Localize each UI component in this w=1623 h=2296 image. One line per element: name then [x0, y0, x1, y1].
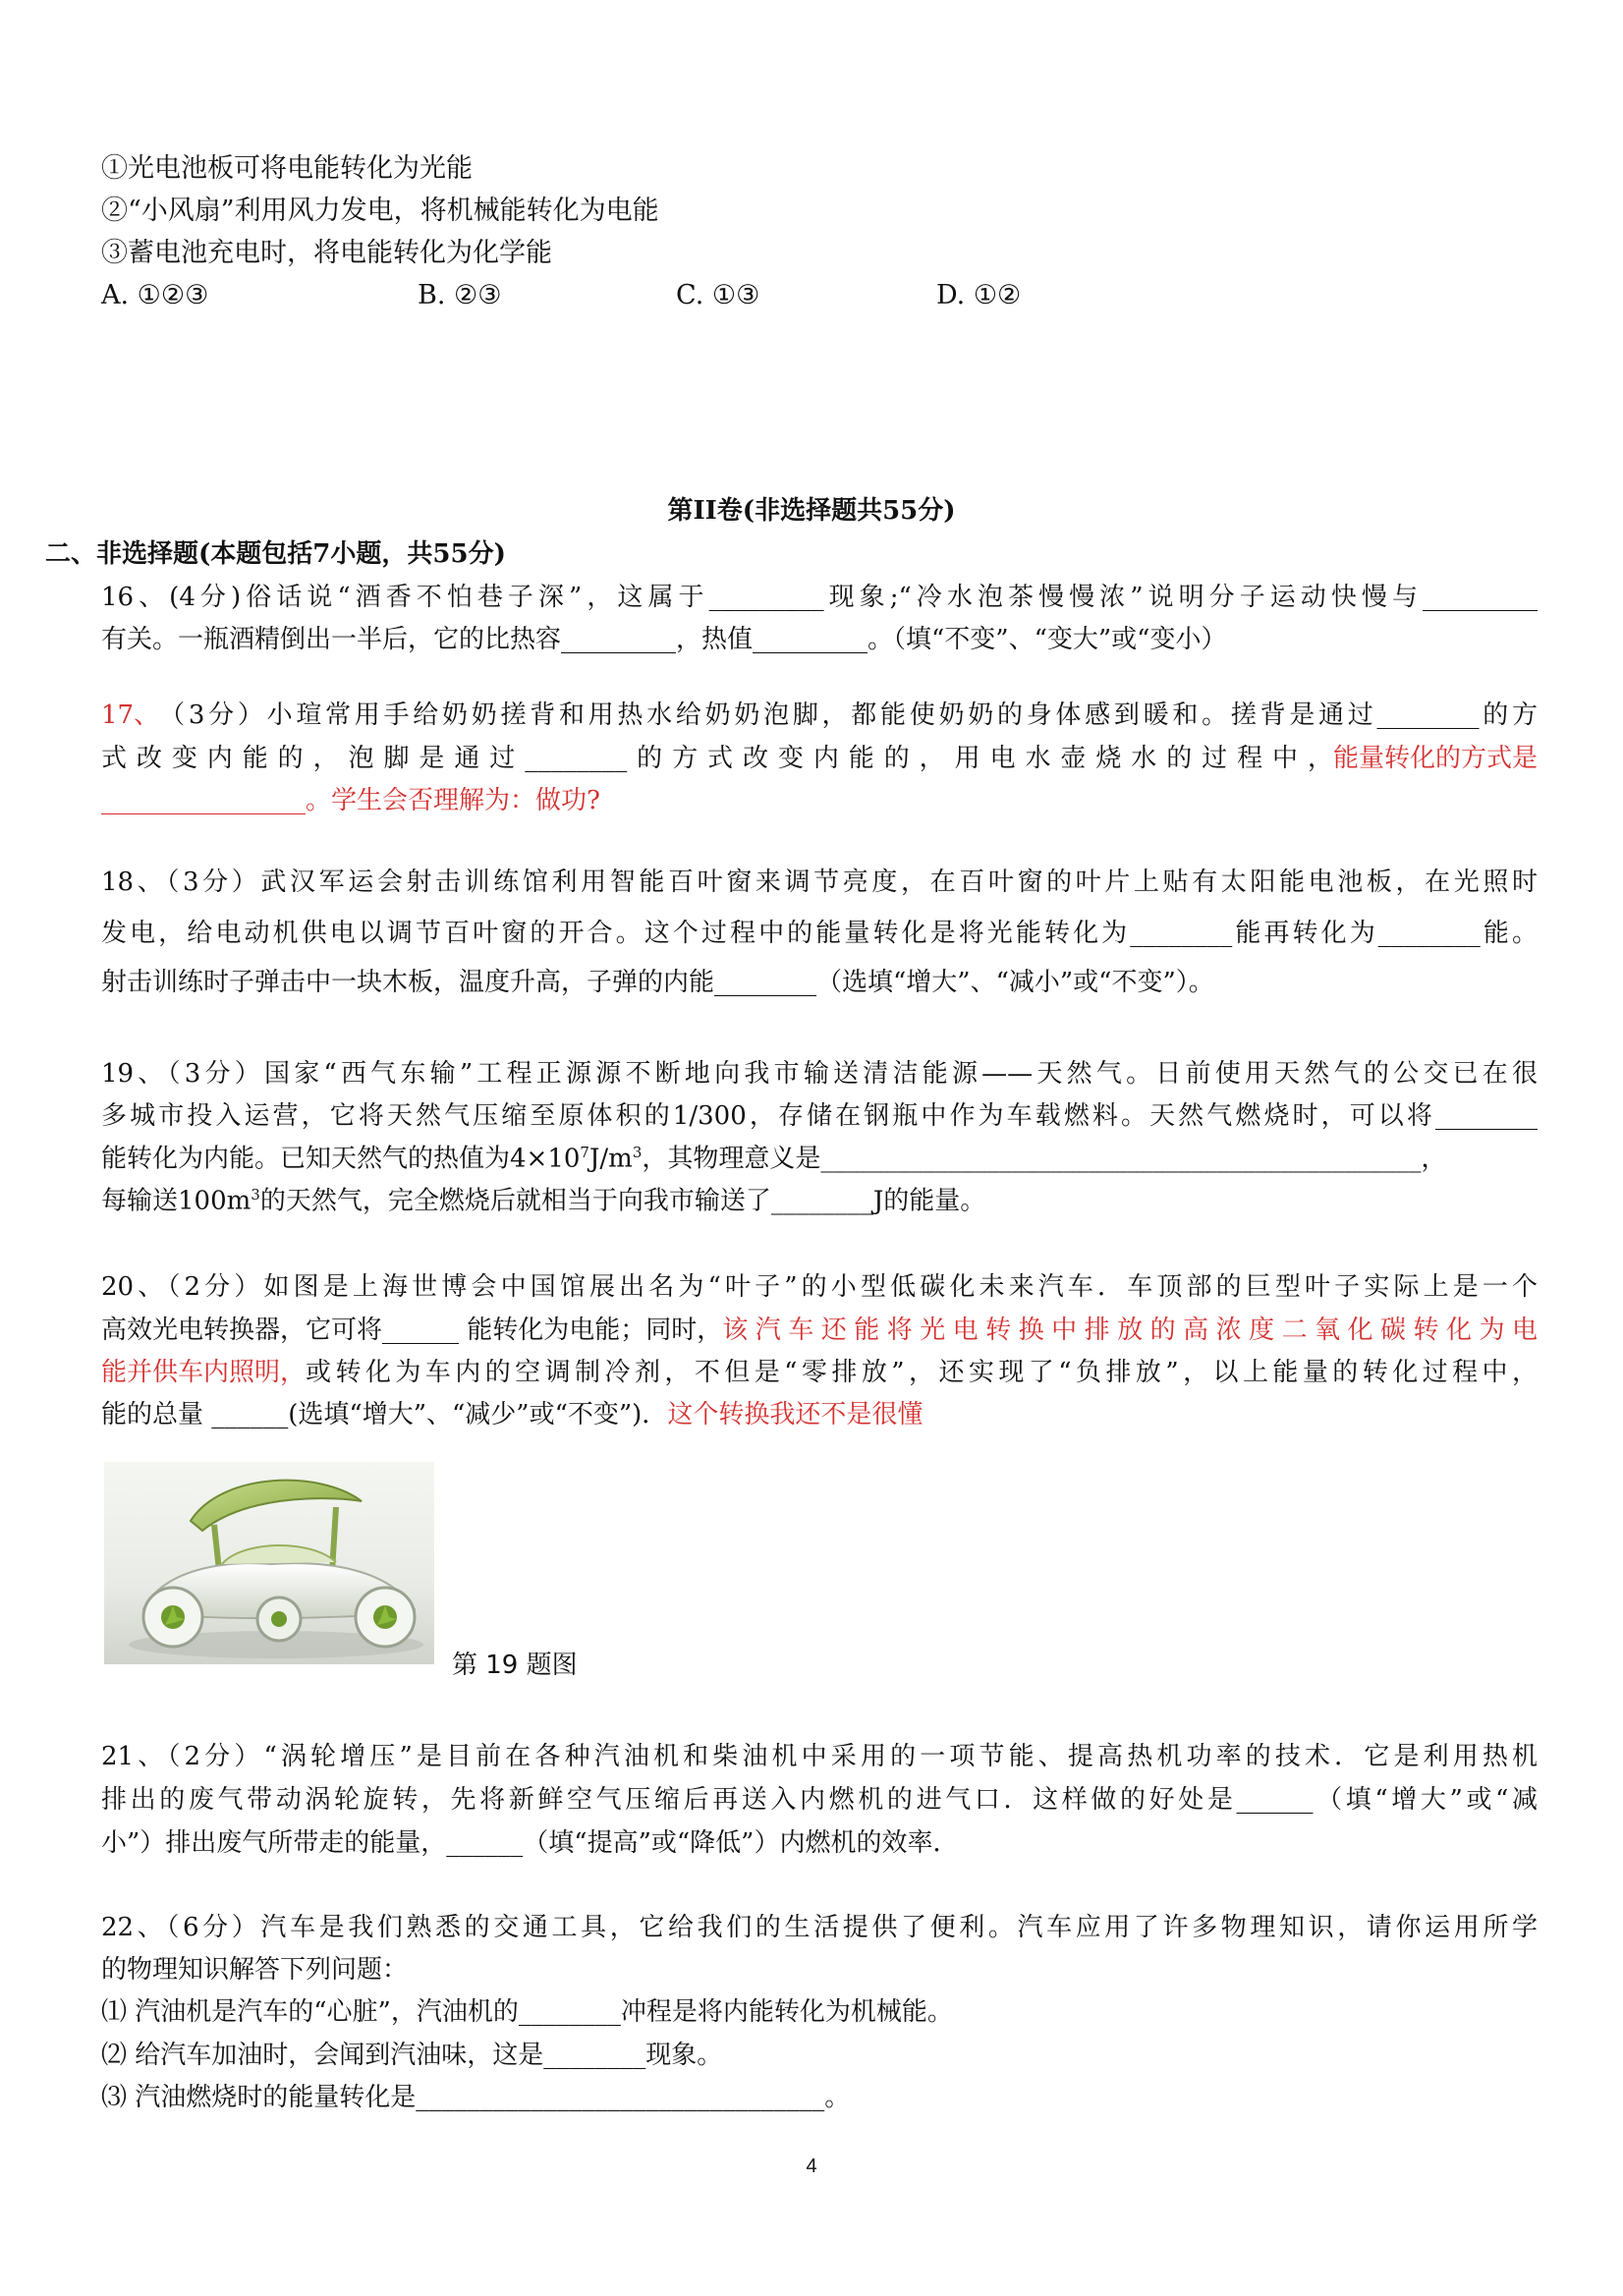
- leaf-car-illustration: [104, 1462, 434, 1664]
- q19-line-3: [101, 1144, 1446, 1175]
- page-number: 4: [806, 2156, 817, 2177]
- q19-exponent-3b: 3: [251, 1186, 260, 1204]
- q22-line-1: 22、（6分）汽车是我们熟悉的交通工具，它给我们的生活提供了便利。汽车应用了许多物理知识，请你运用所学: [101, 1913, 1538, 1942]
- q21-line-2: 排出的废气带动涡轮旋转，先将新鲜空气压缩后再送入内燃机的进气口．这样做的好处是______（填“增大”或“减: [101, 1785, 1538, 1815]
- q19-line-3-a: 能转化为内能。已知天然气的热值为4×10: [101, 1144, 581, 1174]
- q20-line-4: [101, 1400, 923, 1430]
- q15-statement-3: ③蓄电池充电时，将电能转化为化学能: [101, 238, 552, 268]
- q17-line-1: [101, 700, 1538, 731]
- q19-line-2: 多城市投入运营，它将天然气压缩至原体积的1/300，存储在钢瓶中作为车载燃料。天然气燃烧时，可以将________: [101, 1101, 1538, 1131]
- section-heading: 二、非选择题(本题包括7小题，共55分): [45, 539, 506, 569]
- q15-statement-2: ②“小风扇”利用风力发电，将机械能转化为电能: [101, 196, 659, 226]
- q19-line-3-b: J/m: [588, 1144, 633, 1174]
- q19-line-1: 19、（3分）国家“西气东输”工程正源源不断地向我市输送清洁能源——天然气。日前使用天然气的公交已在很: [101, 1059, 1538, 1089]
- q17-number: 17、: [101, 700, 160, 730]
- q16-line-2: 有关。一瓶酒精倒出一半后，它的比热容_________，热值_________。（填“不变”、“变大”或“变小）: [101, 625, 1227, 654]
- q19-line-4: [101, 1186, 985, 1217]
- q22-sub-3: ⑶ 汽油燃烧时的能量转化是________________________________。: [101, 2083, 851, 2112]
- q19-line-3-c: ，其物理意义是_______________________________________________，: [642, 1144, 1447, 1174]
- q15-option-d: D. ①②: [936, 280, 1022, 310]
- q19-line-4-a: 每输送100m: [101, 1186, 252, 1216]
- leaf-car-image: [104, 1462, 434, 1664]
- q19-exponent-3: 3: [632, 1144, 643, 1161]
- q15-option-b: B. ②③: [418, 280, 502, 310]
- q17-line-2: [101, 744, 1538, 774]
- q22-line-2: 的物理知识解答下列问题：: [101, 1955, 409, 1985]
- q22-sub-1: ⑴ 汽油机是汽车的“心脏”，汽油机的________冲程是将内能转化为机械能。: [101, 1997, 953, 2027]
- q19-exponent-7: 7: [580, 1144, 589, 1161]
- q20-line-1: 20、（2分）如图是上海世博会中国馆展出名为“叶子”的小型低碳化未来汽车．车顶部的巨型叶子实际上是一个: [101, 1272, 1538, 1302]
- q15-statement-1: ①光电池板可将电能转化为光能: [101, 153, 473, 184]
- q18-line-2: 发电，给电动机供电以调节百叶窗的开合。这个过程中的能量转化是将光能转化为________能再转化为________能。: [101, 919, 1538, 948]
- q17-line-3: [101, 786, 600, 816]
- q17-annotation-2: 学生会否理解为：做功?: [331, 786, 600, 815]
- q20-line-2-a: 高效光电转换器，它可将______ 能转化为电能；同时，: [101, 1316, 723, 1345]
- q17-annotation-1: 能量转化的方式是: [1332, 744, 1538, 773]
- q19-line-4-b: 的天然气，完全燃烧后就相当于向我市输送了________J的能量。: [259, 1186, 986, 1216]
- q18-line-1: 18、（3分）武汉军运会射击训练馆利用智能百叶窗来调节亮度，在百叶窗的叶片上贴有太阳能电池板，在光照时: [101, 868, 1538, 897]
- q20-line-2: [101, 1316, 1538, 1346]
- q20-annotation-3: 这个转换我还不是很懂: [667, 1400, 923, 1429]
- q21-line-3: 小”）排出废气所带走的能量，______（填“提高”或“降低”）内燃机的效率．: [101, 1828, 959, 1858]
- q21-line-1: 21、（2分）“涡轮增压”是目前在各种汽油机和柴油机中采用的一项节能、提高热机功率的技术．它是利用热机: [101, 1742, 1538, 1771]
- part-ii-title: 第II卷(非选择题共55分): [667, 496, 956, 526]
- figure-caption: 第 19 题图: [452, 1651, 578, 1680]
- q18-line-3: 射击训练时子弹击中一块木板，温度升高，子弹的内能________（选填“增大”、“减小”或“不变”）。: [101, 968, 1214, 997]
- q20-line-3: [101, 1358, 1538, 1388]
- q17-line-1-text: （3分）小瑄常用手给奶奶搓背和用热水给奶奶泡脚，都能使奶奶的身体感到暖和。搓背是通过________的方: [159, 700, 1538, 730]
- q20-annotation-2: 能并供车内照明，: [101, 1358, 307, 1387]
- q20-line-4-a: 能的总量 ______(选填“增大”、“减少”或“不变”)．: [101, 1400, 668, 1429]
- q15-option-c: C. ①③: [676, 280, 760, 310]
- q20-annotation-1: 该汽车还能将光电转换中排放的高浓度二氧化碳转化为电: [722, 1316, 1538, 1345]
- q16-line-1: 16、(4分)俗话说“酒香不怕巷子深”，这属于_________现象;“冷水泡茶慢慢浓”说明分子运动快慢与_________: [101, 583, 1538, 612]
- q22-sub-2: ⑵ 给汽车加油时，会闻到汽油味，这是________现象。: [101, 2041, 723, 2070]
- q20-line-3-b: 或转化为车内的空调制冷剂，不但是“零排放”，还实现了“负排放”，以上能量的转化过程中，: [306, 1358, 1538, 1387]
- q15-option-a: A. ①②③: [101, 280, 209, 310]
- q17-line-2-text: 式改变内能的，泡脚是通过________的方式改变内能的，用电水壶烧水的过程中，: [101, 744, 1333, 773]
- q17-blank: ________________。: [101, 786, 332, 815]
